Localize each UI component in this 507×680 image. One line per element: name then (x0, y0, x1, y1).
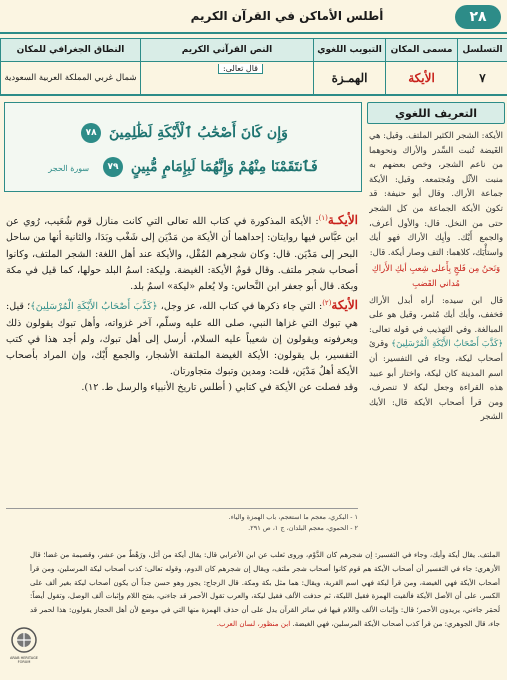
sidebar-verse: وَنَحنُ مِن فَلجٍ بِأَعلى شِعبِ أيكِ الأَراكِ مُداني القَضبِ (371, 263, 501, 288)
main-p1: : الأيكة المذكورة في كتاب الله تعالى التي كانت منازل قوم شُعَيب، رُوي عن ابن عبَّاس فيها روايتان: إحداهما أن الأيكة من مَدْيَن إلى شَغْب وبَدَا، والثانية أنها من ساحل البحر إلى مَدْيَن. قال: وكان شجرهم المُقْل، والأيكة عند أهل اللغة: الشجر الملتف، وكانوا أصحاب شجر ملتف. وقال قومٌ الأيكة: الغيضة. وليكة: اسمُ البلد حولها، كما قيل في مكة وبكة. قال أبو جعفر ابن النَّحاس: ولا يُعلم «ليكة» اسمٌ بلد. (6, 216, 358, 292)
ayah-number-icon: ٧٩ (103, 157, 123, 177)
sidebar-quote: ﴿كَذَّبَ أَصْحَابُ الأَيْكَةِ الْمُرْسَلِينَ﴾ (391, 338, 503, 349)
quran-line-1 (13, 123, 353, 143)
logo-caption: ARAB HERITAGE FORUM (9, 656, 39, 664)
col-place-name: مسمى المكان (385, 39, 457, 61)
sidebar-p3: وقرئ أصحاب ليكة، وجاء في التفسير: أن اسم المدينة كان ليكة، واختار أبو عبيد هذه القراءة وجعل ليكة لا تنصرف، ومن قرأ أصحاب الأيكة قال: الأيك الشجر (369, 338, 503, 422)
footnote-ref-2: (٢) (322, 299, 332, 308)
sidebar-text (369, 128, 503, 546)
main-quote: ﴿كَذَّبَ أَصْحَابُ الأَيْكَةِ الْمُرْسَلِينَ﴾ (30, 301, 158, 313)
term-1: الأيكـة (327, 213, 358, 228)
quran-line-2 (13, 157, 353, 177)
footnote-ref-1: (١) (318, 214, 328, 222)
cell-place-name: الأيكة (385, 62, 457, 94)
term-2: الأيكة (331, 298, 358, 313)
footnotes (6, 508, 358, 542)
col-serial: التسلسل (457, 39, 507, 61)
footnote-2: ٢ - الحموي، معجم البلدان، ج ١، ص ٢٩١. (248, 524, 358, 532)
forum-logo-icon (4, 626, 44, 670)
quran-verse-1: وَإِن كَانَ أَصْحَٰبُ ٱلْأَيْكَةِ لَظَٰلِمِينَ (108, 125, 288, 141)
main-p2a: : التي جاء ذكرها في كتاب الله، عز وجل، (160, 301, 323, 313)
cell-quran-text (140, 62, 313, 94)
col-geo-range: النطاق الجغرافي للمكان (0, 39, 140, 61)
sidebar-heading: التعريف اللغوي (367, 102, 505, 124)
bottom-source: ابن منظور، لسان العرب. (216, 618, 291, 628)
ayah-number-icon: ٧٨ (81, 123, 101, 143)
page-number: ٢٨ (455, 5, 501, 29)
cell-serial: ٧ (457, 62, 507, 94)
sidebar-p1: الأيكة: الشجر الكثير الملتف. وقيل: هي الغَيضة تُنبت السِّدر والأراك ونحوهما من ناعم الشجر، وخص بعضهم به منبت الأثْل ومُجتمعه. وقيل: الأيكة جماعة الأراك. وقال أبو حنيفة: قد تكون الأيكة الجماعة من كل الشجر حتى من النخل. قال: والأول أعرف، والجمع أَيْك. وأيِك الأراك فهو أيك واستأْيَك، كلاهما: التف وصار أيكة. قال: (369, 130, 503, 257)
cell-geo-range: شمال غربي المملكة العربية السعودية (0, 62, 140, 94)
quran-box (4, 102, 362, 192)
main-p3: وقد فصلت عن الأيكة في كتابي ( أطلس تاريخ الأنبياء والرسل ط. ١٢). (81, 382, 358, 394)
main-p2b: ؛ قيل: هي تبوك التي غزاها النبي، صلى الله عليه وسلّم، آخر غزواته، وأهل تبوك يقولون ذلك ويعرفونه ويقولون إن شعيباً عليه السلام، أرسل إلى أهل تبوك، ولم أجد هذا في كتب التفسير، بل يقولون: الأيكة الغيضة الملتفة الأشجار، والجمع أَيْك، وإن المراد بأصحاب الأيكة أهلُ مَدْيَن، قلت: ومدين وتبوك متجاورتان. (6, 301, 358, 378)
col-linguistic: التبويب اللغوي (313, 39, 385, 61)
quran-verse-2: فَٱنتَقَمْنَا مِنْهُمْ وَإِنَّهُمَا لَبِإِمَامٍ مُّبِينٍ (130, 159, 318, 175)
cell-linguistic: الهمـزة (313, 62, 385, 94)
table-row (0, 62, 507, 96)
col-quran-text: النص القرآني الكريم (140, 39, 313, 61)
quran-label: قال تعالى: (218, 64, 263, 74)
bottom-text (30, 548, 500, 666)
sura-reference: سورة الحجر (48, 164, 90, 173)
table-header (0, 38, 507, 62)
page-header (0, 0, 507, 34)
bottom-body: الملتف. يقال أيكة وأيك، وجاء في التفسير: إن شجرهم كان الدَّوْم، وروى ثعلب عن ابن الأعرابي قال: يقال أيكة من أثل، ورَهْطٌ من عشر، وقصيمة من غضا؛ قال الأزهري: جاء في التفسير أن أصحاب الأيكة هم قوم كانوا أصحاب شجر ملتف، ويقال إن شجرهم كان الدوم، وقوله تعالى: كذب أصحاب ليكة المرسلين، ومن قرأ أصحاب الأيكة فهي الغيضة، ومن قرأ ليكة فهي اسم القرية، ويقال: هما مثل بكة ومكة. قال الزجاج: يجوز وهو حسن جداً أن يكون أصحاب ليكة بغير ألف على الكسر، على أن الأصل الأيكة فألقيت الهمزة فقيل الليكة، ثم حذفت الألف فقيل ليكة، والعرب تقول الأحمر قد جاءني، بفتح اللام وإثبات ألف الوصل، وتقول أيضاً: لَحمَر جاءني، يريدون الأحمر؛ قال: وإثبات الألف واللام فيها في سائر القرآن يدل على أن حذف الهمزة منها التي في موضع لأن أهل الحجاز يقولون: هذا لحمر قد جاء، قال الجوهري: من قرأ كذب أصحاب الأيكة المرسلين، فهي الغيضة. (30, 550, 500, 628)
footnote-1: ١ - البكري، معجم ما استعجم، باب الهمزة والياء. (228, 513, 358, 521)
main-text (6, 210, 358, 505)
book-title: أطلس الأماكن في القرآن الكريم (190, 9, 384, 23)
sidebar-p2: قال ابن سيده: أراه أبدل الأراك فخفف، وأيك أيك مُثمر، وقيل هو على المبالغة. وفي التهذيب في قوله تعالى: (369, 294, 503, 334)
